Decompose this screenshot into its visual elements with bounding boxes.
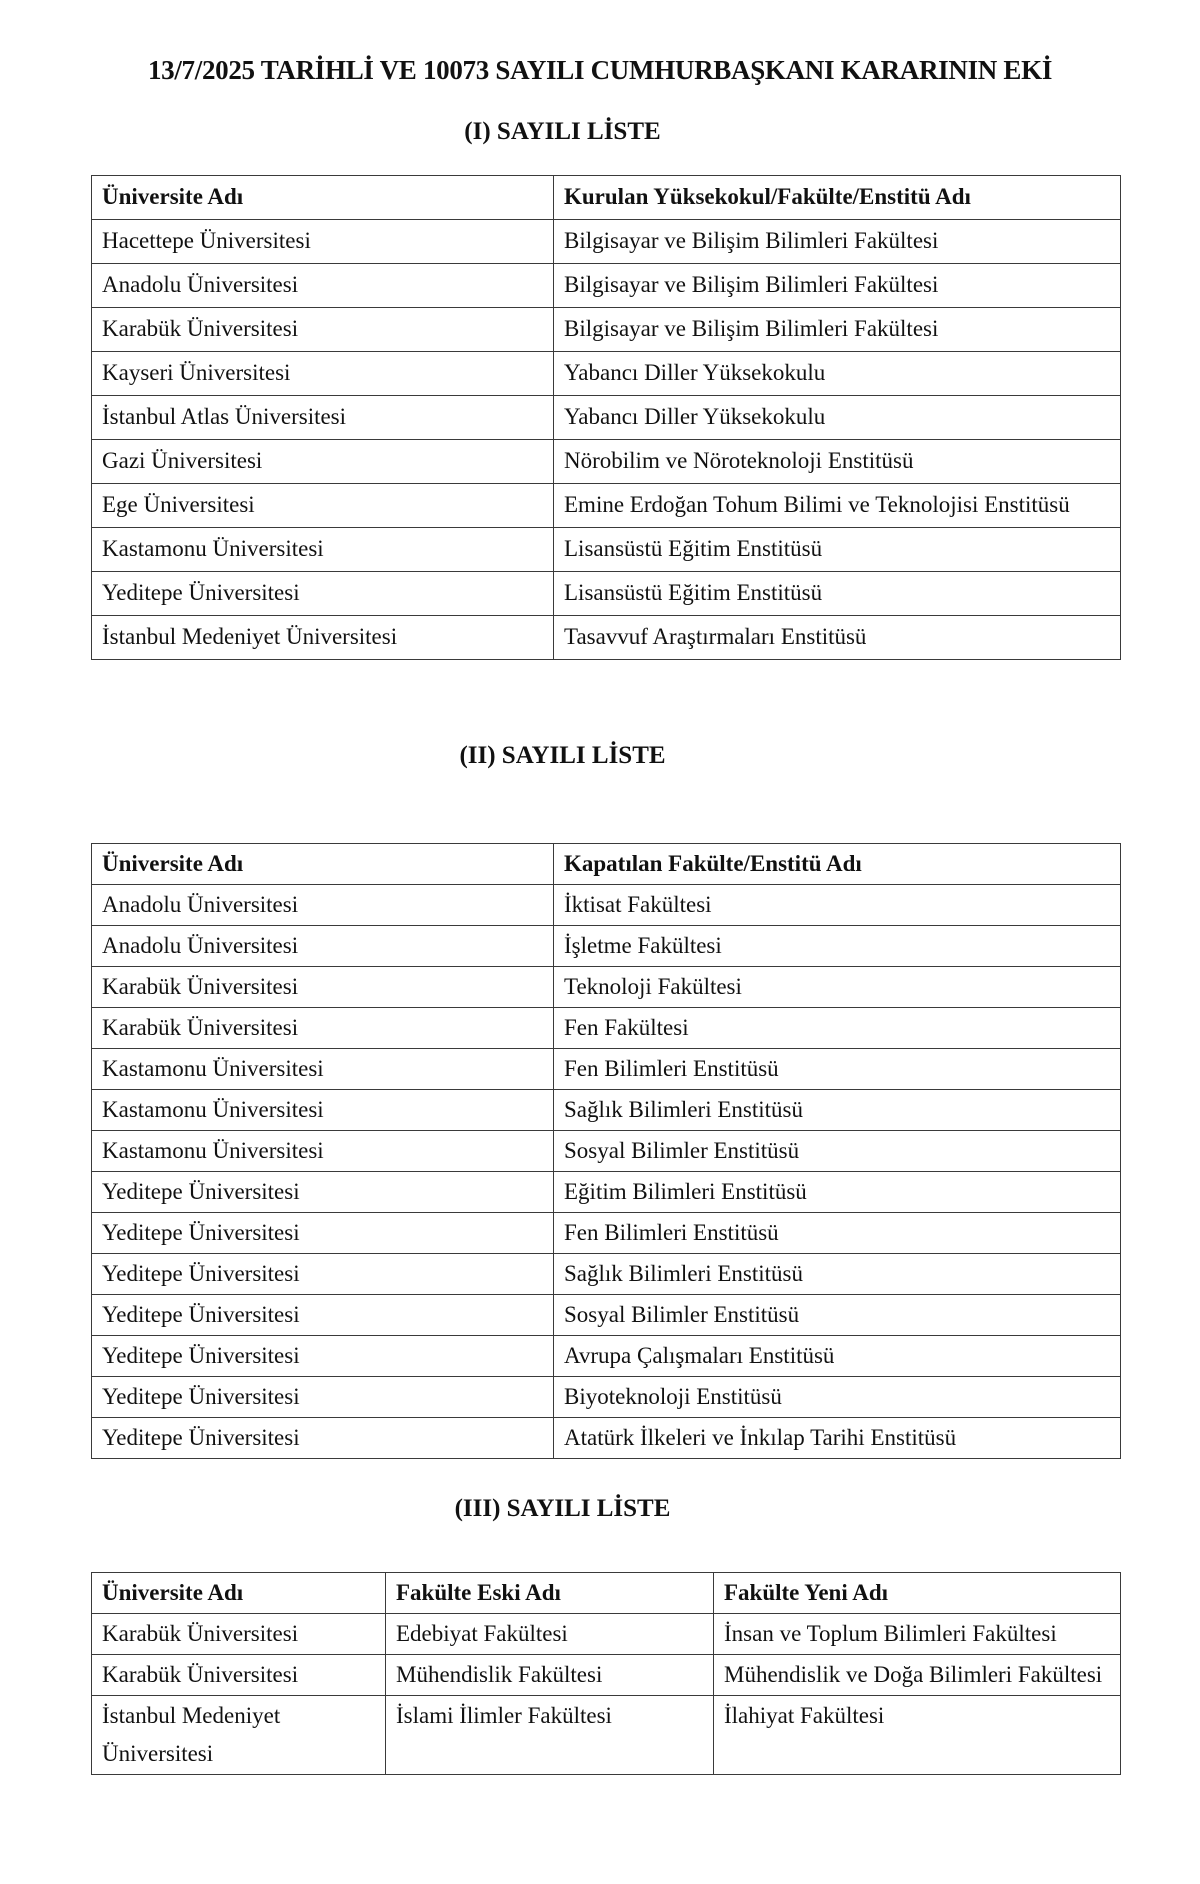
university-cell: Anadolu Üniversitesi [92,926,554,967]
table-row [92,1295,1121,1336]
list-3-table [91,1572,1121,1775]
university-cell: Gazi Üniversitesi [92,440,554,484]
closed-unit-cell: Sosyal Bilimler Enstitüsü [554,1295,1121,1336]
established-unit-cell: Yabancı Diller Yüksekokulu [554,352,1121,396]
university-cell: Yeditepe Üniversitesi [92,1254,554,1295]
closed-unit-cell: Sosyal Bilimler Enstitüsü [554,1131,1121,1172]
university-cell: İstanbul Atlas Üniversitesi [92,396,554,440]
table-row [92,396,1121,440]
list-1-body [92,220,1121,660]
closed-unit-cell: Biyoteknoloji Enstitüsü [554,1377,1121,1418]
university-cell: Karabük Üniversitesi [92,308,554,352]
table-row [92,1008,1121,1049]
closed-unit-cell: Atatürk İlkeleri ve İnkılap Tarihi Enstitüsü [554,1418,1121,1459]
closed-unit-cell: Teknoloji Fakültesi [554,967,1121,1008]
university-cell: Kastamonu Üniversitesi [92,528,554,572]
header-new-faculty-name: Fakülte Yeni Adı [714,1573,1121,1614]
table-row [92,1336,1121,1377]
closed-unit-cell: İşletme Fakültesi [554,926,1121,967]
established-unit-cell: Yabancı Diller Yüksekokulu [554,396,1121,440]
closed-unit-cell: Fen Fakültesi [554,1008,1121,1049]
university-cell: Karabük Üniversitesi [92,1655,386,1696]
university-cell: İstanbul Medeniyet Üniversitesi [92,616,554,660]
closed-unit-cell: Sağlık Bilimleri Enstitüsü [554,1090,1121,1131]
closed-unit-cell: Sağlık Bilimleri Enstitüsü [554,1254,1121,1295]
old-faculty-cell: Edebiyat Fakültesi [386,1614,714,1655]
old-faculty-cell: Mühendislik Fakültesi [386,1655,714,1696]
table-row [92,308,1121,352]
table-row [92,885,1121,926]
table-row [92,528,1121,572]
university-cell: Ege Üniversitesi [92,484,554,528]
table-row [92,1049,1121,1090]
header-university-name: Üniversite Adı [92,176,554,220]
university-cell: Anadolu Üniversitesi [92,885,554,926]
header-closed-unit: Kapatılan Fakülte/Enstitü Adı [554,844,1121,885]
header-established-unit: Kurulan Yüksekokul/Fakülte/Enstitü Adı [554,176,1121,220]
table-header-row [92,176,1121,220]
header-university-name: Üniversite Adı [92,844,554,885]
established-unit-cell: Lisansüstü Eğitim Enstitüsü [554,528,1121,572]
new-faculty-cell: Mühendislik ve Doğa Bilimleri Fakültesi [714,1655,1121,1696]
established-unit-cell: Bilgisayar ve Bilişim Bilimleri Fakültesi [554,264,1121,308]
table-row [92,220,1121,264]
established-unit-cell: Bilgisayar ve Bilişim Bilimleri Fakültesi [554,308,1121,352]
table-row [92,926,1121,967]
old-faculty-cell: İslami İlimler Fakültesi [386,1696,714,1775]
university-cell: Yeditepe Üniversitesi [92,1172,554,1213]
university-cell: Karabük Üniversitesi [92,967,554,1008]
header-old-faculty-name: Fakülte Eski Adı [386,1573,714,1614]
header-university-name: Üniversite Adı [92,1573,386,1614]
list-2-table [91,843,1121,1459]
university-cell: Yeditepe Üniversitesi [92,572,554,616]
closed-unit-cell: İktisat Fakültesi [554,885,1121,926]
table-row [92,1131,1121,1172]
table-row [92,352,1121,396]
table-row [92,572,1121,616]
table-row [92,440,1121,484]
established-unit-cell: Emine Erdoğan Tohum Bilimi ve Teknolojisi Enstitüsü [554,484,1121,528]
university-cell: Karabük Üniversitesi [92,1008,554,1049]
university-cell: Yeditepe Üniversitesi [92,1377,554,1418]
university-cell: Yeditepe Üniversitesi [92,1418,554,1459]
university-cell: Yeditepe Üniversitesi [92,1213,554,1254]
university-cell: Hacettepe Üniversitesi [92,220,554,264]
document-title: 13/7/2025 TARİHLİ VE 10073 SAYILI CUMHURBAŞKANI KARARININ EKİ [147,55,1053,85]
closed-unit-cell: Eğitim Bilimleri Enstitüsü [554,1172,1121,1213]
table-row [92,1696,1121,1775]
university-cell: Kastamonu Üniversitesi [92,1090,554,1131]
established-unit-cell: Nörobilim ve Nöroteknoloji Enstitüsü [554,440,1121,484]
established-unit-cell: Bilgisayar ve Bilişim Bilimleri Fakültesi [554,220,1121,264]
table-row [92,1254,1121,1295]
university-cell: Kayseri Üniversitesi [92,352,554,396]
new-faculty-cell: İnsan ve Toplum Bilimleri Fakültesi [714,1614,1121,1655]
list-1-title: (I) SAYILI LİSTE [464,118,661,145]
university-cell: Anadolu Üniversitesi [92,264,554,308]
table-row [92,1213,1121,1254]
established-unit-cell: Tasavvuf Araştırmaları Enstitüsü [554,616,1121,660]
list-1-table [91,175,1121,660]
table-row [92,967,1121,1008]
table-row [92,484,1121,528]
table-row [92,1655,1121,1696]
university-cell: Kastamonu Üniversitesi [92,1131,554,1172]
established-unit-cell: Lisansüstü Eğitim Enstitüsü [554,572,1121,616]
table-header-row [92,844,1121,885]
university-cell: Yeditepe Üniversitesi [92,1336,554,1377]
new-faculty-cell: İlahiyat Fakültesi [714,1696,1121,1775]
table-row [92,1377,1121,1418]
table-row [92,1614,1121,1655]
list-3-title: (III) SAYILI LİSTE [454,1495,671,1522]
list-2-title: (II) SAYILI LİSTE [459,742,666,769]
table-header-row [92,1573,1121,1614]
list-2-body [92,885,1121,1459]
table-row [92,1418,1121,1459]
table-row [92,616,1121,660]
table-row [92,1090,1121,1131]
table-row [92,1172,1121,1213]
closed-unit-cell: Fen Bilimleri Enstitüsü [554,1213,1121,1254]
list-3-body [92,1614,1121,1775]
university-cell: Karabük Üniversitesi [92,1614,386,1655]
university-cell: Kastamonu Üniversitesi [92,1049,554,1090]
closed-unit-cell: Avrupa Çalışmaları Enstitüsü [554,1336,1121,1377]
table-row [92,264,1121,308]
closed-unit-cell: Fen Bilimleri Enstitüsü [554,1049,1121,1090]
university-cell: Yeditepe Üniversitesi [92,1295,554,1336]
university-cell: İstanbul Medeniyet Üniversitesi [92,1696,386,1775]
